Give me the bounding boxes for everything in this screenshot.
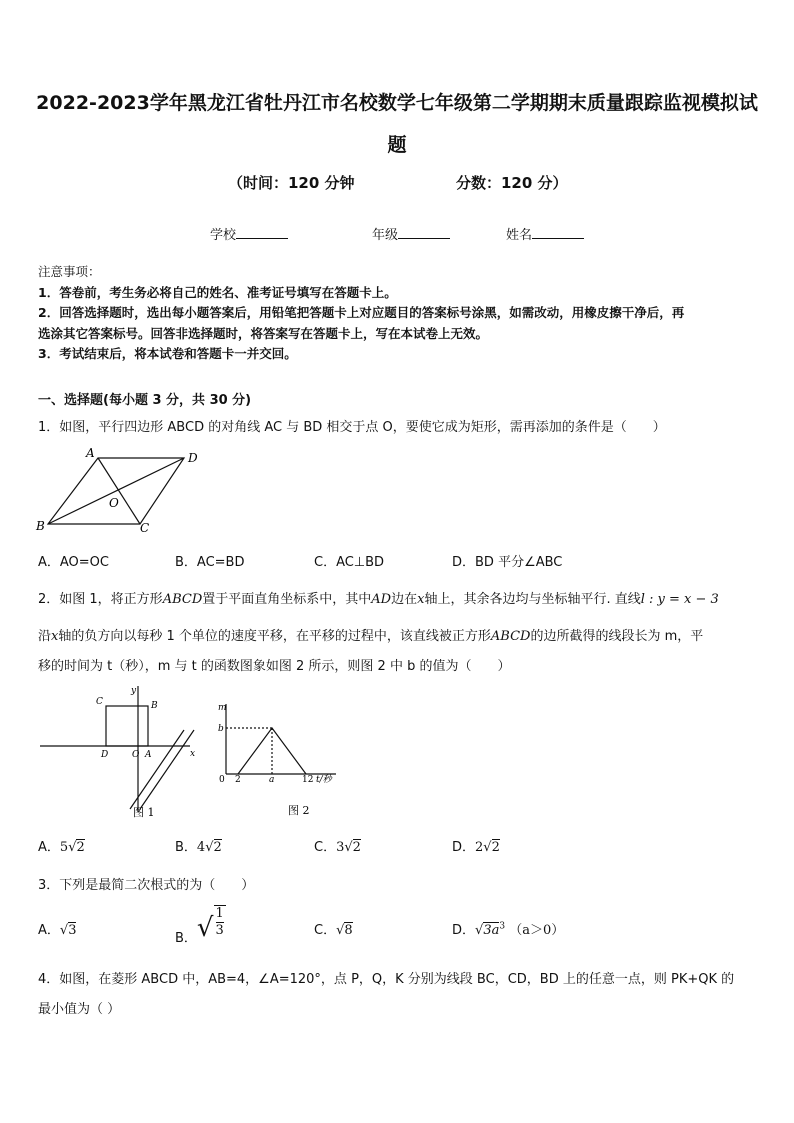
time-limit: （时间：120 分钟 bbox=[228, 174, 355, 192]
q2-option-c-letter: C． bbox=[314, 840, 337, 855]
q1-label-d: D bbox=[188, 451, 198, 465]
grade-blank[interactable] bbox=[398, 226, 450, 239]
fig1-label-y: y bbox=[131, 686, 137, 696]
q3-option-d-letter: D． bbox=[452, 923, 476, 938]
fig2-label-t: t/秒 bbox=[316, 775, 332, 785]
q2-option-b-coef: 4 bbox=[196, 840, 206, 855]
fig2-caption: 图 2 bbox=[288, 804, 310, 817]
q2-option-b-letter: B． bbox=[175, 840, 197, 855]
q2-option-c-rad: 2 bbox=[352, 840, 361, 855]
grade-field[interactable] bbox=[372, 224, 450, 243]
fig1-label-c: C bbox=[96, 697, 103, 707]
diagonal-ac bbox=[98, 458, 140, 524]
sqrt-icon: √ bbox=[205, 840, 214, 855]
q3-option-c-letter: C． bbox=[314, 923, 337, 938]
q2-text-3: 边在 bbox=[391, 592, 418, 607]
q3-option-a-rad: 3 bbox=[68, 923, 77, 938]
notes-heading: 注意事项： bbox=[38, 264, 101, 279]
q2-x: x bbox=[417, 592, 425, 607]
q3-stem: 3．下列是最简二次根式的为（ ） bbox=[38, 878, 255, 893]
fig1-square bbox=[106, 706, 148, 746]
q1-option-d[interactable]: D．BD 平分∠ABC bbox=[452, 555, 563, 570]
q3-option-b-den: 3 bbox=[215, 923, 224, 938]
q2-option-d-coef: 2 bbox=[475, 840, 484, 855]
q2-option-c-coef: 3 bbox=[336, 840, 345, 855]
q3-option-b-fraction bbox=[214, 905, 226, 939]
sqrt-icon: √ bbox=[68, 840, 77, 855]
section-heading: 一、选择题(每小题 3 分，共 30 分) bbox=[38, 393, 252, 408]
q2-text-6: 轴的负方向以每秒 1 个单位的速度平移，在平移的过程中，该直线被正方形 bbox=[58, 629, 491, 644]
fig2-label-12: 12 bbox=[302, 775, 314, 785]
fig2-label-0: 0 bbox=[219, 775, 225, 785]
q2-stem-line1 bbox=[38, 588, 758, 607]
q3-option-b[interactable] bbox=[175, 905, 226, 946]
q2-options bbox=[38, 836, 758, 860]
q3-option-d[interactable] bbox=[452, 919, 564, 938]
school-blank[interactable] bbox=[236, 226, 288, 239]
notes-item-2-cont: 选涂其它答案标号。回答非选择题时，将答案写在答题卡上，写在本试卷上无效。 bbox=[38, 325, 489, 341]
q2-option-d-letter: D． bbox=[452, 840, 476, 855]
fig2-label-b: b bbox=[218, 724, 224, 734]
q3-option-a[interactable] bbox=[38, 919, 76, 938]
q1-option-b[interactable]: B．AC=BD bbox=[175, 555, 245, 570]
name-blank[interactable] bbox=[532, 226, 584, 239]
q2-line-eq: l : y = x − 3 bbox=[640, 592, 719, 607]
q2-text-7: 的边所截得的线段长为 m，平 bbox=[530, 629, 704, 644]
grade-label: 年级 bbox=[372, 228, 399, 243]
q4-stem-line2: 最小值为（ ） bbox=[38, 1002, 121, 1017]
notes-block bbox=[38, 262, 758, 365]
q2-option-c[interactable] bbox=[314, 836, 361, 855]
sqrt-icon: √ bbox=[475, 923, 484, 938]
q2-option-a[interactable] bbox=[38, 836, 85, 855]
q2-x-2: x bbox=[51, 629, 59, 644]
q2-text-1: 2．如图 1，将正方形 bbox=[38, 592, 163, 607]
q2-text-2: 置于平面直角坐标系中，其中 bbox=[202, 592, 372, 607]
q2-option-a-letter: A． bbox=[38, 840, 60, 855]
q2-option-b-rad: 2 bbox=[213, 840, 222, 855]
q1-label-c: C bbox=[140, 521, 150, 535]
q1-label-a: A bbox=[86, 446, 95, 460]
q2-text-5: 沿 bbox=[38, 629, 52, 644]
q3-option-b-num: 1 bbox=[215, 906, 224, 921]
notes-item-3: 3．考试结束后，将本试卷和答题卡一并交回。 bbox=[38, 346, 297, 361]
sqrt-icon: √ bbox=[336, 923, 345, 938]
notes-item-1: 1．答卷前，考生务必将自己的姓名、准考证号填写在答题卡上。 bbox=[38, 284, 397, 300]
q2-option-d[interactable] bbox=[452, 836, 500, 855]
notes-item-2: 2．回答选择题时，选出每小题答案后，用铅笔把答题卡上对应题目的答案标号涂黑，如需改动，用橡皮擦干净后，再 bbox=[38, 305, 685, 320]
q2-text-4: 轴上，其余各边均与坐标轴平行. 直线 bbox=[424, 592, 641, 607]
sqrt-icon: √ bbox=[59, 923, 69, 938]
q2-ad: AD bbox=[371, 592, 392, 607]
fig2-graph bbox=[238, 728, 306, 774]
fig2-label-a: a bbox=[269, 775, 275, 785]
q1-stem: 1．如图，平行四边形 ABCD 的对角线 AC 与 BD 相交于点 O，要使它成为矩形，需再添加的条件是（ ） bbox=[38, 420, 666, 435]
q3-options bbox=[38, 905, 758, 951]
q3-option-c-rad: 8 bbox=[344, 923, 353, 938]
sqrt-icon: √ bbox=[344, 840, 353, 855]
fig1-label-a: A bbox=[145, 750, 152, 760]
fig1-label-o: O bbox=[132, 750, 140, 760]
q2-figure-2 bbox=[214, 700, 354, 820]
q2-figure-1 bbox=[40, 684, 200, 820]
fig2-label-m: m bbox=[218, 703, 227, 713]
q3-option-c[interactable] bbox=[314, 919, 353, 938]
name-label: 姓名 bbox=[506, 228, 533, 243]
fig1-label-b: B bbox=[151, 701, 158, 711]
fig1-label-d: D bbox=[101, 750, 109, 760]
q2-option-d-rad: 2 bbox=[491, 840, 500, 855]
q2-option-a-rad: 2 bbox=[76, 840, 85, 855]
name-field[interactable] bbox=[506, 224, 584, 243]
q3-option-d-rad: 3a bbox=[483, 923, 500, 938]
q1-figure bbox=[34, 446, 214, 536]
fig1-caption: 图 1 bbox=[133, 806, 155, 819]
school-field[interactable] bbox=[210, 224, 288, 243]
q1-label-o: O bbox=[109, 496, 119, 510]
fig1-label-x: x bbox=[190, 749, 196, 759]
q3-option-d-cond: （a＞0） bbox=[509, 923, 565, 938]
diagonal-bd bbox=[48, 458, 184, 524]
q4-stem-line1: 4．如图，在菱形 ABCD 中，AB=4，∠A=120°，点 P，Q，K 分别为线段 BC，CD，BD 上的任意一点，则 PK+QK 的 bbox=[38, 972, 735, 987]
q2-abcd-2: ABCD bbox=[490, 629, 531, 644]
q3-option-a-letter: A． bbox=[38, 923, 60, 938]
school-label: 学校 bbox=[210, 228, 237, 243]
q2-stem-line3: 移的时间为 t（秒），m 与 t 的函数图象如图 2 所示，则图 2 中 b 的值为（ ） bbox=[38, 659, 511, 674]
q1-label-b: B bbox=[36, 519, 45, 533]
sqrt-icon: √ bbox=[483, 840, 492, 855]
sqrt-icon: √ bbox=[196, 913, 214, 943]
total-score: 分数：120 分） bbox=[456, 174, 568, 192]
q2-abcd: ABCD bbox=[162, 592, 203, 607]
q2-option-a-coef: 5 bbox=[59, 840, 69, 855]
q2-option-b[interactable] bbox=[175, 836, 222, 855]
fig2-label-2: 2 bbox=[235, 775, 241, 785]
page-title: 2022-2023学年黑龙江省牡丹江市名校数学七年级第二学期期末质量跟踪监视模拟试 bbox=[36, 92, 758, 114]
q3-option-d-exp: 3 bbox=[499, 921, 506, 932]
q3-option-b-letter: B． bbox=[175, 931, 197, 946]
q1-option-c[interactable]: C．AC⊥BD bbox=[314, 555, 385, 570]
page-title-cont: 题 bbox=[387, 134, 407, 156]
q1-option-a[interactable]: A．AO=OC bbox=[38, 555, 109, 570]
q2-stem-line2 bbox=[38, 625, 758, 644]
